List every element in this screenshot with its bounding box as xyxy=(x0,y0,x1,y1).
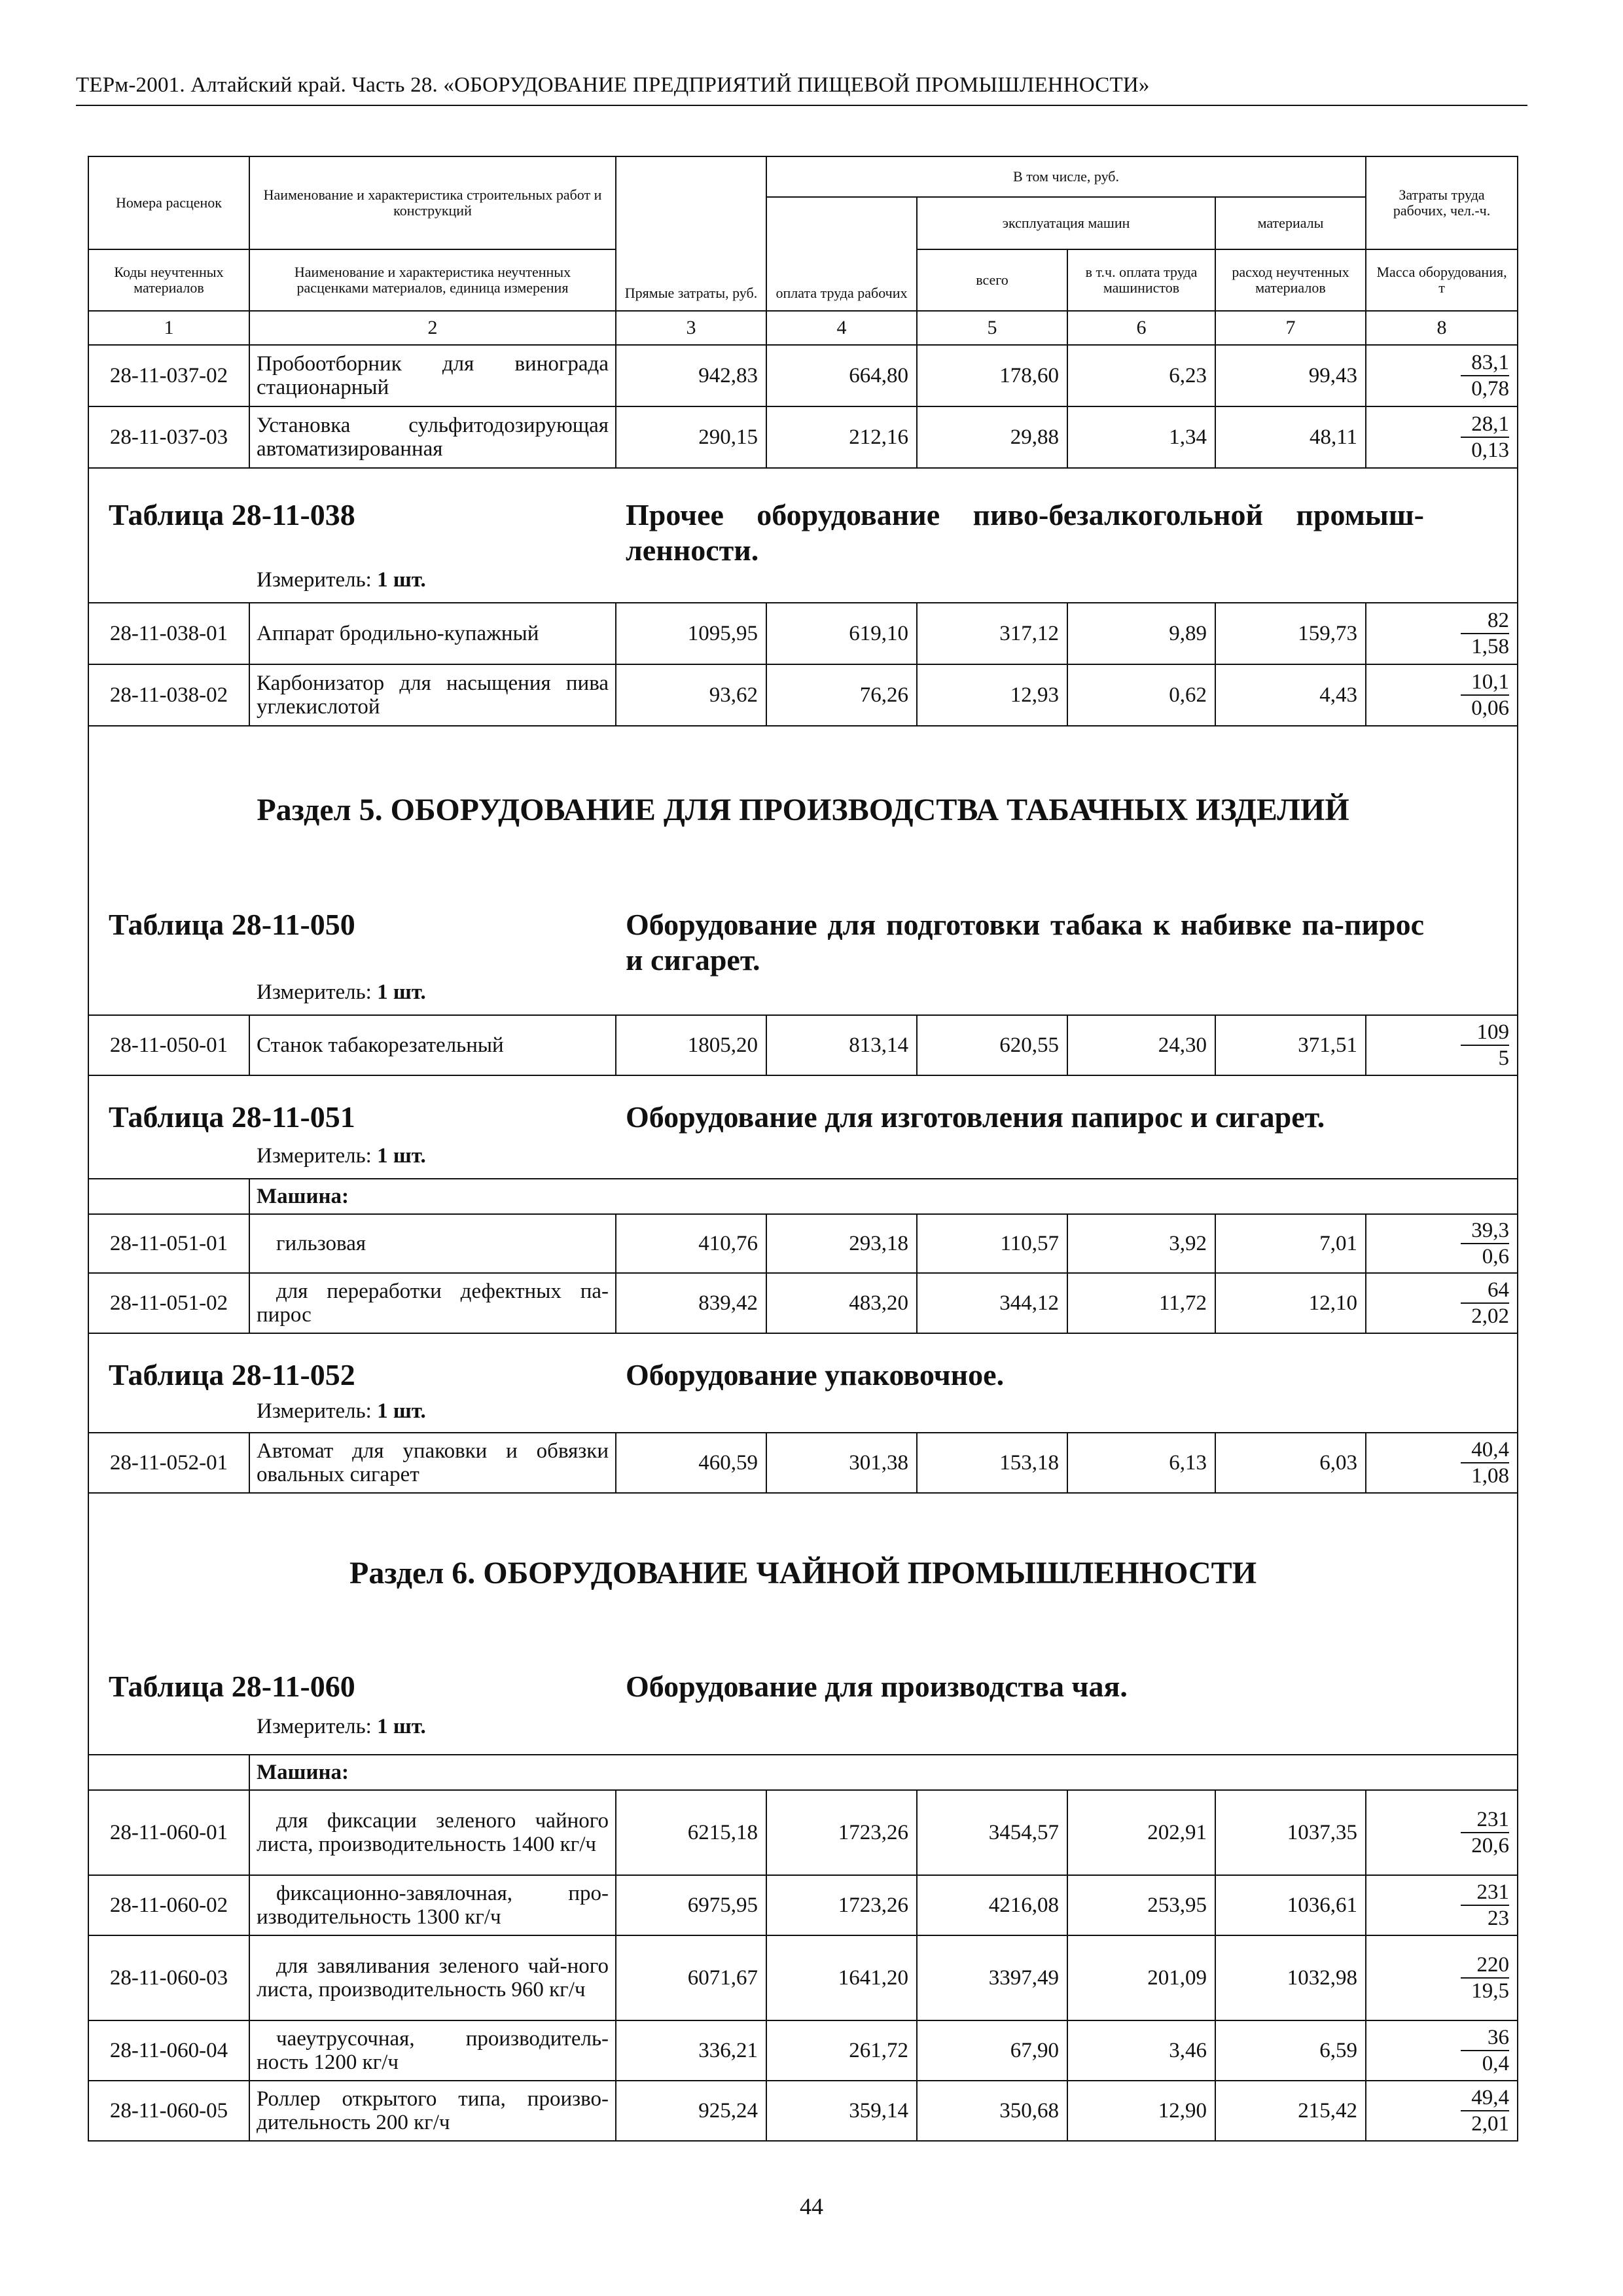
measure-unit: Измеритель: 1 шт. xyxy=(257,1715,426,1738)
col-machines: эксплуатация машин xyxy=(917,197,1215,249)
table-description: Оборудование для изготовления папирос и сигарет. xyxy=(626,1100,1325,1134)
section-title: Раздел 5. ОБОРУДОВАНИЕ ДЛЯ ПРОИЗВОДСТВА ТАБАЧНЫХ ИЗДЕЛИЙ xyxy=(257,793,1349,827)
table-row: 28-11-038-02 Карбонизатор для насыщения пива углекислотой 93,62 76,26 12,93 0,62 4,43 10,1 0,06 xyxy=(88,664,1518,726)
table-row: 28-11-060-03 для завяливания зеленого чай-ного листа, производительность 960 кг/ч 6071,67 1641,20 3397,49 201,09 1032,98 220 19,5 xyxy=(88,1935,1518,2020)
page-number: 44 xyxy=(800,2193,823,2219)
col-mass: Масса оборудования, т xyxy=(1366,249,1518,311)
section-6-block xyxy=(88,1493,1518,1755)
section-5-block xyxy=(88,726,1518,1015)
table-row: 28-11-038-01 Аппарат бродильно-купажный 1095,95 619,10 317,12 9,89 159,73 82 1,58 xyxy=(88,603,1518,664)
col-mach-wage: в т.ч. оплата труда машинистов xyxy=(1067,249,1215,311)
col-name-top: Наименование и характеристика строительных работ и конструкций xyxy=(249,156,616,249)
table-row: 28-11-037-03 Установка сульфитодозирующая автоматизированная 290,15 212,16 29,88 1,34 48,11 28,1 0,13 xyxy=(88,406,1518,468)
table-caption-051 xyxy=(88,1075,1518,1179)
col-direct: Прямые затраты, руб. xyxy=(616,156,766,311)
page-header: ТЕРм-2001. Алтайский край. Часть 28. «ОБОРУДОВАНИЕ ПРЕДПРИЯТИЙ ПИЩЕВОЙ ПРОМЫШЛЕННОСТИ» xyxy=(76,73,1150,97)
column-numbers: 1 2 3 4 5 6 7 8 xyxy=(88,311,1518,345)
table-row: 28-11-051-01 гильзовая 410,76 293,18 110,57 3,92 7,01 39,3 0,6 xyxy=(88,1214,1518,1273)
rates-table xyxy=(88,156,1518,2142)
group-row xyxy=(88,1179,1518,1214)
measure-unit: Измеритель: 1 шт. xyxy=(257,568,426,592)
table-caption-052 xyxy=(88,1333,1518,1433)
col-incl: В том числе, руб. xyxy=(766,156,1366,197)
table-row: 28-11-060-01 для фиксации зеленого чайного листа, производительность 1400 кг/ч 6215,18 1723,26 3454,57 202,91 1037,35 231 20,6 xyxy=(88,1790,1518,1875)
table-row: 28-11-060-02 фиксационно-завялочная, про-изводительность 1300 кг/ч 6975,95 1723,26 4216,08 253,95 1036,61 231 23 xyxy=(88,1875,1518,1935)
table-row: 28-11-050-01 Станок табакорезательный 1805,20 813,14 620,55 24,30 371,51 109 5 xyxy=(88,1015,1518,1075)
header-rule xyxy=(76,105,1527,106)
table-title: Таблица 28-11-060 xyxy=(109,1670,355,1703)
table-description: Оборудование для подготовки табака к набивке па-пирос и сигарет. xyxy=(626,908,1424,977)
measure-unit: Измеритель: 1 шт. xyxy=(257,980,426,1004)
measure-unit: Измеритель: 1 шт. xyxy=(257,1144,426,1168)
measure-unit: Измеритель: 1 шт. xyxy=(257,1399,426,1423)
section-title: Раздел 6. ОБОРУДОВАНИЕ ЧАЙНОЙ ПРОМЫШЛЕННОСТИ xyxy=(349,1556,1257,1590)
table-row: 28-11-060-05 Роллер открытого типа, произво-дительность 200 кг/ч 925,24 359,14 350,68 12,90 215,42 49,4 2,01 xyxy=(88,2081,1518,2141)
col-mach-total: всего xyxy=(917,249,1067,311)
table-caption-038 xyxy=(88,468,1518,603)
table-row: 28-11-052-01 Автомат для упаковки и обвязки овальных сигарет 460,59 301,38 153,18 6,13 6,03 40,4 1,08 xyxy=(88,1433,1518,1493)
col-mat-unaccounted: расход неучтенных материалов xyxy=(1215,249,1366,311)
table-description: Оборудование упаковочное. xyxy=(626,1358,1005,1391)
table-title: Таблица 28-11-051 xyxy=(109,1100,355,1134)
table-title: Таблица 28-11-052 xyxy=(109,1358,355,1391)
table-row: 28-11-051-02 для переработки дефектных па-пирос 839,42 483,20 344,12 11,72 12,10 64 2,02 xyxy=(88,1273,1518,1333)
table-description: Прочее оборудование пиво-безалкогольной промыш-ленности. xyxy=(626,498,1424,567)
group-row xyxy=(88,1755,1518,1790)
col-name-bottom: Наименование и характеристика неучтенных расценками материалов, единица измерения xyxy=(249,249,616,311)
col-wage: оплата труда рабочих xyxy=(766,197,917,311)
table-row: 28-11-037-02 Пробоотборник для винограда стационарный 942,83 664,80 178,60 6,23 99,43 83,1 0,78 xyxy=(88,345,1518,406)
table-title: Таблица 28-11-050 xyxy=(109,908,355,941)
table-title: Таблица 28-11-038 xyxy=(109,498,355,531)
col-materials: материалы xyxy=(1215,197,1366,249)
group-label: Машина: xyxy=(249,1755,1518,1790)
col-labor: Затраты труда рабочих, чел.-ч. xyxy=(1366,156,1518,249)
table-description: Оборудование для производства чая. xyxy=(626,1670,1128,1703)
table-row: 28-11-060-04 чаеутрусочная, производитель-ность 1200 кг/ч 336,21 261,72 67,90 3,46 6,59 36 0,4 xyxy=(88,2020,1518,2081)
col-code-top: Номера расценок xyxy=(88,156,249,249)
col-code-bottom: Коды неучтенных материалов xyxy=(88,249,249,311)
group-label: Машина: xyxy=(249,1179,1518,1214)
